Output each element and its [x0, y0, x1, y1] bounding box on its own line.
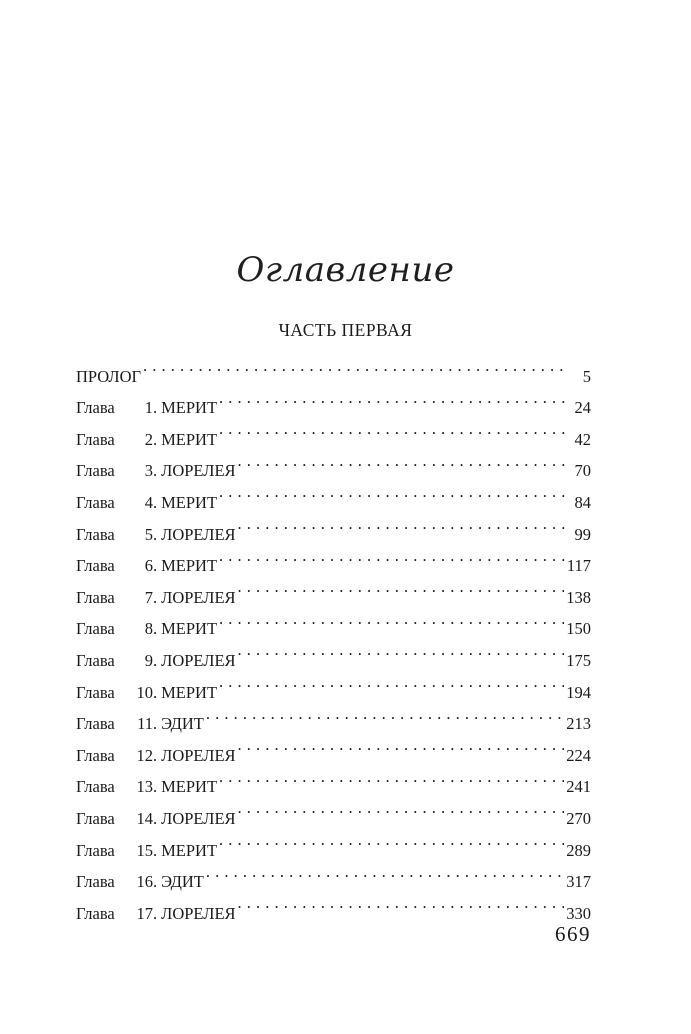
chapter-word: Глава [76, 556, 115, 576]
chapter-number: 3 [144, 461, 153, 481]
chapter-page: 24 [574, 398, 591, 418]
part-title: ЧАСТЬ ПЕРВАЯ [278, 320, 413, 340]
chapter-number: 4 [144, 492, 153, 512]
chapter-dot: . [153, 745, 158, 765]
chapter-word: Глава [76, 714, 115, 734]
chapter-number: 10 [136, 682, 153, 702]
dot-leader [219, 540, 565, 572]
chapter-number: 11 [137, 714, 153, 734]
chapter-word: Глава [76, 461, 115, 481]
dot-leader [238, 792, 565, 824]
chapter-number: 15 [136, 840, 153, 860]
chapter-title: МЕРИТ [161, 777, 218, 797]
chapter-title: МЕРИТ [161, 840, 218, 860]
toc-entry-page: 5 [582, 366, 591, 386]
chapter-page: 270 [566, 808, 591, 828]
chapter-dot: . [153, 524, 158, 544]
dot-leader [238, 508, 565, 540]
dot-leader [238, 571, 565, 603]
chapter-page: 70 [574, 461, 591, 481]
chapter-dot: . [153, 808, 158, 828]
chapter-word: Глава [76, 840, 115, 860]
chapter-title: МЕРИТ [161, 619, 218, 639]
chapter-dot: . [153, 429, 158, 449]
chapter-page: 224 [566, 745, 591, 765]
chapter-page: 99 [574, 524, 591, 544]
chapter-title: ЛОРЕЛЕЯ [161, 903, 236, 923]
chapter-page: 175 [566, 650, 591, 670]
chapter-word: Глава [76, 808, 115, 828]
chapter-title: МЕРИТ [161, 682, 218, 702]
chapter-number: 13 [136, 777, 153, 797]
chapter-dot: . [153, 777, 158, 797]
chapter-page: 150 [566, 619, 591, 639]
chapter-number: 16 [136, 872, 153, 892]
chapter-number: 12 [136, 745, 153, 765]
chapter-page: 117 [566, 556, 591, 576]
chapter-title: ЛОРЕЛЕЯ [161, 461, 236, 481]
chapter-title: МЕРИТ [161, 429, 218, 449]
dot-leader [238, 887, 565, 919]
chapter-title: ЛОРЕЛЕЯ [161, 650, 236, 670]
chapter-dot: . [153, 492, 158, 512]
chapter-page: 194 [566, 682, 591, 702]
chapter-dot: . [153, 556, 158, 576]
dot-leader [219, 476, 565, 508]
chapter-title: ЛОРЕЛЕЯ [161, 524, 236, 544]
chapter-dot: . [153, 872, 158, 892]
chapter-number: 2 [144, 429, 153, 449]
dot-leader [206, 856, 564, 888]
chapter-page: 241 [566, 777, 591, 797]
chapter-word: Глава [76, 682, 115, 702]
chapter-number: 14 [136, 808, 153, 828]
dot-leader [219, 824, 564, 856]
chapter-dot: . [153, 587, 158, 607]
chapter-word: Глава [76, 745, 115, 765]
chapter-number: 9 [144, 650, 153, 670]
chapter-dot: . [153, 682, 158, 702]
chapter-number: 8 [144, 619, 153, 639]
toc-entry-prologue [76, 350, 591, 386]
chapter-word: Глава [76, 619, 115, 639]
chapter-dot: . [153, 840, 158, 860]
chapter-page: 84 [574, 492, 591, 512]
chapter-word: Глава [76, 398, 115, 418]
chapter-number: 5 [144, 524, 153, 544]
dot-leader [219, 666, 564, 698]
chapter-word: Глава [76, 587, 115, 607]
dot-leader [219, 413, 565, 445]
chapter-number: 1 [144, 398, 153, 418]
toc-entry-title: ПРОЛОГ [76, 366, 142, 386]
chapter-title: ЛОРЕЛЕЯ [161, 808, 236, 828]
chapter-title: МЕРИТ [161, 492, 218, 512]
chapter-page: 138 [566, 587, 591, 607]
dot-leader [238, 634, 565, 666]
chapter-dot: . [153, 619, 158, 639]
toc-list [76, 350, 591, 923]
dot-leader [219, 382, 565, 414]
chapter-title: МЕРИТ [161, 556, 218, 576]
chapter-word: Глава [76, 650, 115, 670]
chapter-title: ЛОРЕЛЕЯ [161, 587, 236, 607]
dot-leader [219, 761, 564, 793]
chapter-dot: . [153, 650, 158, 670]
toc-heading: Оглавление [236, 250, 455, 290]
chapter-page: 213 [566, 714, 591, 734]
dot-leader [238, 445, 565, 477]
dot-leader [206, 698, 564, 730]
chapter-page: 317 [566, 872, 591, 892]
chapter-word: Глава [76, 492, 115, 512]
chapter-title: ЭДИТ [161, 714, 204, 734]
chapter-title: ЭДИТ [161, 872, 204, 892]
chapter-word: Глава [76, 524, 115, 544]
chapter-word: Глава [76, 429, 115, 449]
chapter-page: 330 [566, 903, 591, 923]
toc-entry [76, 382, 591, 418]
chapter-title: МЕРИТ [161, 398, 218, 418]
chapter-dot: . [153, 714, 158, 734]
chapter-number: 6 [144, 556, 153, 576]
dot-leader [219, 603, 564, 635]
page-number: 669 [555, 922, 591, 946]
dot-leader [238, 729, 565, 761]
chapter-word: Глава [76, 872, 115, 892]
chapter-number: 7 [144, 587, 153, 607]
chapter-dot: . [153, 903, 158, 923]
dot-leader [143, 350, 565, 382]
chapter-dot: . [153, 461, 158, 481]
chapter-page: 289 [566, 840, 591, 860]
chapter-word: Глава [76, 903, 115, 923]
chapter-dot: . [153, 398, 158, 418]
chapter-page: 42 [574, 429, 591, 449]
chapter-number: 17 [136, 903, 153, 923]
chapter-title: ЛОРЕЛЕЯ [161, 745, 236, 765]
chapter-word: Глава [76, 777, 115, 797]
